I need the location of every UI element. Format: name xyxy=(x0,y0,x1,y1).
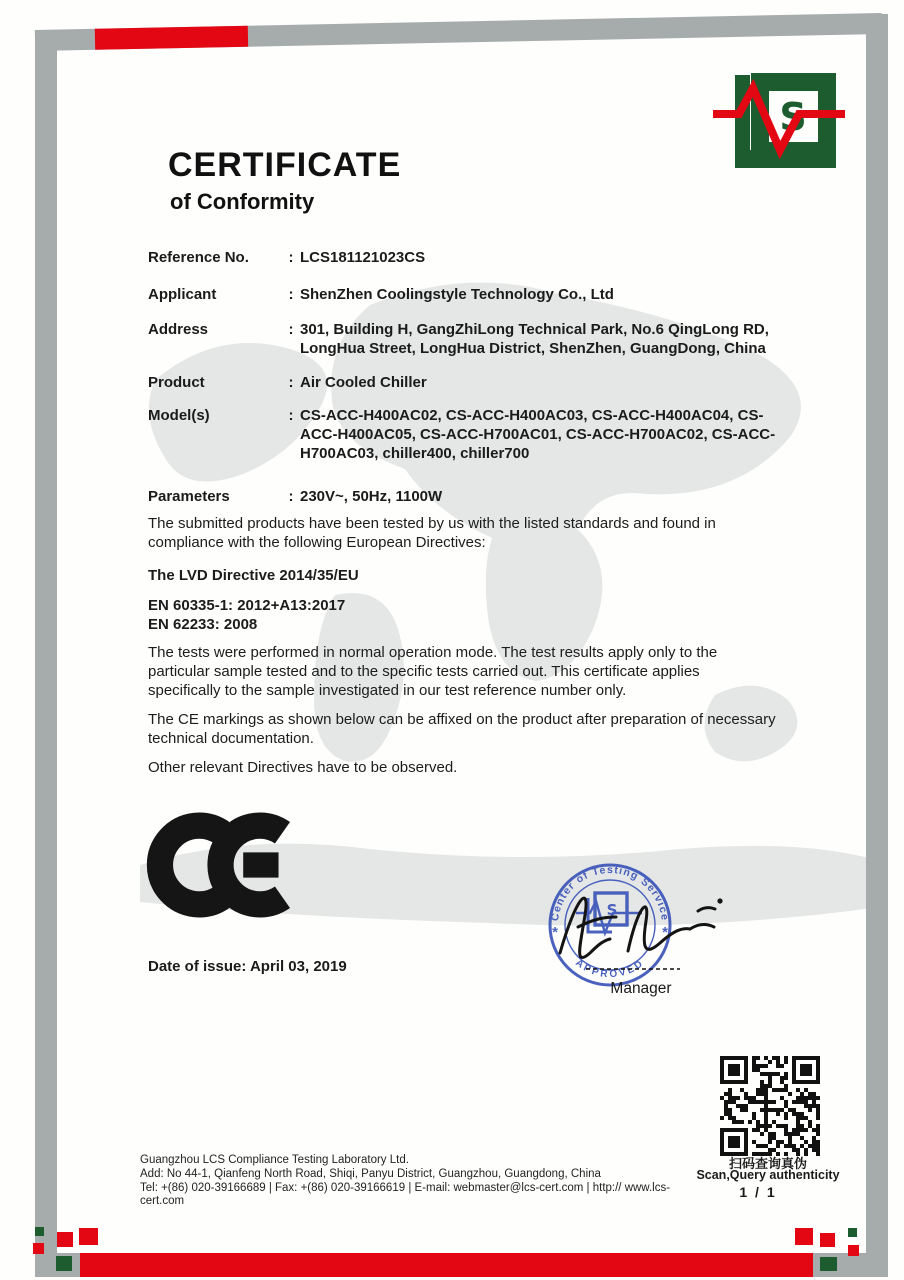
signature xyxy=(560,898,723,957)
approval-stamp xyxy=(538,853,748,1010)
ce-mark xyxy=(146,812,298,923)
lcs-logo xyxy=(713,66,845,177)
field-value: LCS181121023CS xyxy=(300,249,426,266)
field-colon: : xyxy=(288,249,294,266)
qr-caption-chinese: 扫码查询真伪 xyxy=(728,1156,807,1171)
field-label: Model(s) xyxy=(148,407,210,424)
deco-square xyxy=(33,1243,44,1254)
field-colon: : xyxy=(288,321,294,338)
deco-square xyxy=(79,1228,98,1245)
stamp-arc-text-bottom: APPROVED xyxy=(573,957,647,981)
field-colon: : xyxy=(288,488,294,505)
directive-line: The LVD Directive 2014/35/EU xyxy=(148,567,359,584)
deco-square xyxy=(848,1228,857,1237)
page-number: 1 / 1 xyxy=(739,1184,777,1200)
field-value: Air Cooled Chiller xyxy=(300,374,427,391)
stamp-logo-letter: S xyxy=(606,901,618,919)
field-value: CS-ACC-H400AC02, CS-ACC-H400AC03, CS-ACC-H400AC04, CS-ACC-H400AC05, CS-ACC-H700AC01, CS-ACC-H700AC02, CS-ACC-H700AC03, chiller400, chiller700 xyxy=(300,407,776,462)
footer-company: Guangzhou LCS Compliance Testing Laboratory Ltd. xyxy=(140,1154,409,1166)
field-value: 230V~, 50Hz, 1100W xyxy=(300,488,443,505)
paragraph-intro: The submitted products have been tested by us with the listed standards and found in compliance with the following European Directives: xyxy=(148,515,716,551)
deco-square xyxy=(56,1256,72,1271)
frame-right-bar xyxy=(866,14,888,1275)
field-models xyxy=(148,406,780,463)
deco-square xyxy=(35,1227,44,1236)
stamp-star-right: * xyxy=(662,924,668,941)
footer-contacts: Tel: +(86) 020-39166689 | Fax: +(86) 020-39166619 | E-mail: webmaster@lcs-cert.com | http:// www.lcs-cert.com xyxy=(140,1181,671,1208)
deco-square xyxy=(820,1233,835,1247)
field-label: Address xyxy=(148,321,209,338)
paragraph-other-directives: Other relevant Directives have to be observed. xyxy=(148,759,458,776)
field-address xyxy=(148,320,780,358)
frame-left-bar xyxy=(35,30,57,1254)
deco-square xyxy=(57,1232,73,1247)
certificate-title: CERTIFICATE xyxy=(168,146,402,184)
footer xyxy=(140,1154,705,1209)
field-reference-no xyxy=(148,248,780,267)
certificate-subtitle: of Conformity xyxy=(170,189,315,214)
date-of-issue: Date of issue: April 03, 2019 xyxy=(148,958,347,975)
deco-square xyxy=(795,1228,813,1245)
manager-label: Manager xyxy=(610,980,672,997)
qr-code xyxy=(720,1056,820,1156)
field-colon: : xyxy=(288,286,294,303)
ce-mark-glyphs xyxy=(146,812,298,918)
field-label: Applicant xyxy=(148,286,217,303)
field-label: Reference No. xyxy=(148,249,249,266)
field-product xyxy=(148,373,780,392)
stamp-star-left: * xyxy=(552,924,558,941)
standard-line: EN 62233: 2008 xyxy=(148,616,258,633)
deco-square xyxy=(848,1245,859,1256)
frame-bottom-red-bar xyxy=(80,1253,813,1277)
field-value: ShenZhen Coolingstyle Technology Co., Ltd xyxy=(300,286,614,303)
field-colon: : xyxy=(288,407,294,424)
lcs-logo-letter: S xyxy=(779,95,807,139)
field-value: 301, Building H, GangZhiLong Technical Park, No.6 QingLong RD, LongHua Street, LongHua District, ShenZhen, GuangDong, China xyxy=(300,321,769,357)
standard-line: EN 60335-1: 2012+A13:2017 xyxy=(148,597,346,614)
paragraph-ce-markings: The CE markings as shown below can be affixed on the product after preparation of necessary technical documentation. xyxy=(148,711,776,747)
paragraph-tests: The tests were performed in normal operation mode. The test results apply only to the particular sample tested and to the specific tests carried out. This certificate applies specifically to the sample investigated in our test reference number only. xyxy=(148,644,718,699)
footer-address: Add: No 44-1, Qianfeng North Road, Shiqi, Panyu District, Guangzhou, Guangdong, China xyxy=(140,1167,601,1180)
field-applicant xyxy=(148,285,780,304)
frame-top-bar xyxy=(35,13,882,51)
deco-square xyxy=(820,1257,837,1271)
frame-top-red-segment xyxy=(95,26,248,50)
field-label: Parameters xyxy=(148,488,230,505)
field-label: Product xyxy=(148,374,205,391)
qr-caption-english: Scan,Query authenticity xyxy=(696,1168,840,1182)
stamp-arc-text-top: Center of Testing Service xyxy=(549,863,671,922)
field-colon: : xyxy=(288,374,294,391)
field-parameters xyxy=(148,487,780,506)
